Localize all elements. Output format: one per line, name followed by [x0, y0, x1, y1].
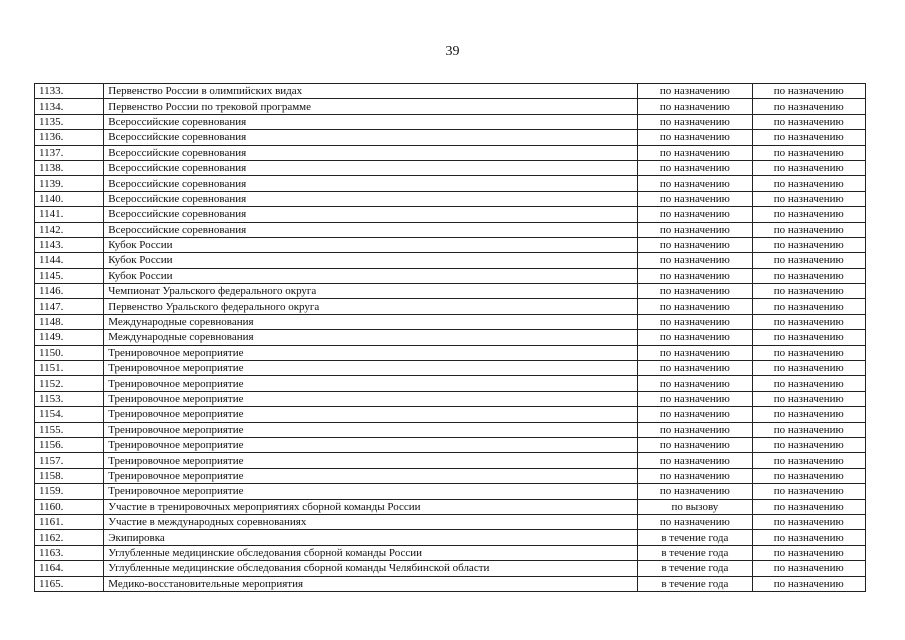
event-term: по назначению: [638, 437, 752, 452]
event-location: по назначению: [752, 391, 865, 406]
event-location: по назначению: [752, 176, 865, 191]
event-location: по назначению: [752, 422, 865, 437]
row-number: 1163.: [35, 545, 104, 560]
event-name: Тренировочное мероприятие: [104, 391, 638, 406]
event-term: по назначению: [638, 345, 752, 360]
event-term: по назначению: [638, 268, 752, 283]
row-number: 1165.: [35, 576, 104, 591]
table-row: [35, 145, 866, 160]
row-number: 1160.: [35, 499, 104, 514]
event-location: по назначению: [752, 299, 865, 314]
event-name: Углубленные медицинские обследования сборной команды России: [104, 545, 638, 560]
event-location: по назначению: [752, 361, 865, 376]
table-row: [35, 114, 866, 129]
event-name: Тренировочное мероприятие: [104, 361, 638, 376]
event-term: по назначению: [638, 145, 752, 160]
event-location: по назначению: [752, 484, 865, 499]
event-name: Тренировочное мероприятие: [104, 407, 638, 422]
event-location: по назначению: [752, 453, 865, 468]
event-location: по назначению: [752, 545, 865, 560]
table-row: [35, 376, 866, 391]
table-row: [35, 437, 866, 452]
event-term: по назначению: [638, 176, 752, 191]
event-location: по назначению: [752, 284, 865, 299]
row-number: 1157.: [35, 453, 104, 468]
event-name: Тренировочное мероприятие: [104, 437, 638, 452]
event-name: Всероссийские соревнования: [104, 145, 638, 160]
event-location: по назначению: [752, 222, 865, 237]
table-row: [35, 176, 866, 191]
row-number: 1144.: [35, 253, 104, 268]
event-name: Участие в международных соревнованиях: [104, 514, 638, 529]
row-number: 1158.: [35, 468, 104, 483]
table-row: [35, 422, 866, 437]
event-term: по назначению: [638, 314, 752, 329]
event-location: по назначению: [752, 437, 865, 452]
event-location: по назначению: [752, 530, 865, 545]
event-name: Экипировка: [104, 530, 638, 545]
row-number: 1136.: [35, 130, 104, 145]
events-table: [34, 83, 866, 592]
row-number: 1135.: [35, 114, 104, 129]
row-number: 1161.: [35, 514, 104, 529]
event-name: Всероссийские соревнования: [104, 191, 638, 206]
event-name: Тренировочное мероприятие: [104, 468, 638, 483]
event-name: Кубок России: [104, 237, 638, 252]
row-number: 1164.: [35, 561, 104, 576]
event-location: по назначению: [752, 84, 865, 99]
event-term: по назначению: [638, 361, 752, 376]
event-location: по назначению: [752, 191, 865, 206]
event-name: Тренировочное мероприятие: [104, 376, 638, 391]
event-name: Участие в тренировочных мероприятиях сборной команды России: [104, 499, 638, 514]
event-name: Всероссийские соревнования: [104, 222, 638, 237]
row-number: 1146.: [35, 284, 104, 299]
event-name: Тренировочное мероприятие: [104, 422, 638, 437]
event-term: в течение года: [638, 561, 752, 576]
row-number: 1140.: [35, 191, 104, 206]
event-term: по назначению: [638, 114, 752, 129]
event-term: по назначению: [638, 514, 752, 529]
event-location: по назначению: [752, 160, 865, 175]
table-row: [35, 191, 866, 206]
page-number: 39: [445, 44, 460, 59]
event-term: по назначению: [638, 407, 752, 422]
event-term: в течение года: [638, 530, 752, 545]
table-row: [35, 314, 866, 329]
event-name: Кубок России: [104, 268, 638, 283]
event-name: Медико-восстановительные мероприятия: [104, 576, 638, 591]
event-term: по назначению: [638, 160, 752, 175]
event-name: Углубленные медицинские обследования сборной команды Челябинской области: [104, 561, 638, 576]
event-term: по назначению: [638, 99, 752, 114]
event-name: Тренировочное мероприятие: [104, 345, 638, 360]
row-number: 1150.: [35, 345, 104, 360]
row-number: 1149.: [35, 330, 104, 345]
table-row: [35, 407, 866, 422]
row-number: 1137.: [35, 145, 104, 160]
event-name: Всероссийские соревнования: [104, 176, 638, 191]
event-term: по назначению: [638, 468, 752, 483]
table-row: [35, 361, 866, 376]
event-name: Всероссийские соревнования: [104, 207, 638, 222]
event-term: в течение года: [638, 545, 752, 560]
table-row: [35, 453, 866, 468]
event-term: в течение года: [638, 576, 752, 591]
table-row: [35, 530, 866, 545]
event-term: по назначению: [638, 207, 752, 222]
table-row: [35, 207, 866, 222]
event-location: по назначению: [752, 561, 865, 576]
table-row: [35, 468, 866, 483]
event-location: по назначению: [752, 237, 865, 252]
table-row: [35, 484, 866, 499]
row-number: 1162.: [35, 530, 104, 545]
event-name: Чемпионат Уральского федерального округа: [104, 284, 638, 299]
row-number: 1139.: [35, 176, 104, 191]
table-row: [35, 576, 866, 591]
event-location: по назначению: [752, 207, 865, 222]
event-term: по вызову: [638, 499, 752, 514]
event-location: по назначению: [752, 345, 865, 360]
event-term: по назначению: [638, 284, 752, 299]
event-name: Кубок России: [104, 253, 638, 268]
event-name: Международные соревнования: [104, 314, 638, 329]
table-row: [35, 391, 866, 406]
event-term: по назначению: [638, 222, 752, 237]
table-row: [35, 299, 866, 314]
table-row: [35, 130, 866, 145]
event-term: по назначению: [638, 130, 752, 145]
table-row: [35, 237, 866, 252]
event-location: по назначению: [752, 499, 865, 514]
table-row: [35, 499, 866, 514]
event-term: по назначению: [638, 484, 752, 499]
event-term: по назначению: [638, 237, 752, 252]
table-row: [35, 222, 866, 237]
table-row: [35, 561, 866, 576]
table-row: [35, 253, 866, 268]
event-location: по назначению: [752, 145, 865, 160]
event-location: по назначению: [752, 99, 865, 114]
row-number: 1138.: [35, 160, 104, 175]
table-row: [35, 330, 866, 345]
event-location: по назначению: [752, 330, 865, 345]
table-row: [35, 99, 866, 114]
event-location: по назначению: [752, 576, 865, 591]
row-number: 1142.: [35, 222, 104, 237]
table-row: [35, 345, 866, 360]
row-number: 1156.: [35, 437, 104, 452]
row-number: 1141.: [35, 207, 104, 222]
event-location: по назначению: [752, 314, 865, 329]
table-row: [35, 268, 866, 283]
event-name: Первенство Уральского федерального округа: [104, 299, 638, 314]
row-number: 1148.: [35, 314, 104, 329]
event-term: по назначению: [638, 84, 752, 99]
event-term: по назначению: [638, 422, 752, 437]
event-term: по назначению: [638, 299, 752, 314]
event-location: по назначению: [752, 268, 865, 283]
event-term: по назначению: [638, 330, 752, 345]
row-number: 1133.: [35, 84, 104, 99]
table-body: [35, 84, 866, 592]
table-row: [35, 160, 866, 175]
event-name: Всероссийские соревнования: [104, 114, 638, 129]
event-location: по назначению: [752, 114, 865, 129]
event-name: Международные соревнования: [104, 330, 638, 345]
event-location: по назначению: [752, 468, 865, 483]
row-number: 1152.: [35, 376, 104, 391]
row-number: 1134.: [35, 99, 104, 114]
row-number: 1151.: [35, 361, 104, 376]
event-name: Первенство России по трековой программе: [104, 99, 638, 114]
row-number: 1154.: [35, 407, 104, 422]
event-location: по назначению: [752, 514, 865, 529]
event-name: Первенство России в олимпийских видах: [104, 84, 638, 99]
table-row: [35, 284, 866, 299]
row-number: 1143.: [35, 237, 104, 252]
event-term: по назначению: [638, 376, 752, 391]
row-number: 1159.: [35, 484, 104, 499]
event-location: по назначению: [752, 130, 865, 145]
event-location: по назначению: [752, 253, 865, 268]
row-number: 1145.: [35, 268, 104, 283]
table-row: [35, 514, 866, 529]
event-name: Всероссийские соревнования: [104, 160, 638, 175]
table-row: [35, 545, 866, 560]
row-number: 1147.: [35, 299, 104, 314]
row-number: 1153.: [35, 391, 104, 406]
event-term: по назначению: [638, 391, 752, 406]
event-location: по назначению: [752, 407, 865, 422]
event-term: по назначению: [638, 191, 752, 206]
event-term: по назначению: [638, 453, 752, 468]
row-number: 1155.: [35, 422, 104, 437]
event-name: Тренировочное мероприятие: [104, 453, 638, 468]
event-name: Тренировочное мероприятие: [104, 484, 638, 499]
table-row: [35, 84, 866, 99]
event-term: по назначению: [638, 253, 752, 268]
event-name: Всероссийские соревнования: [104, 130, 638, 145]
event-location: по назначению: [752, 376, 865, 391]
